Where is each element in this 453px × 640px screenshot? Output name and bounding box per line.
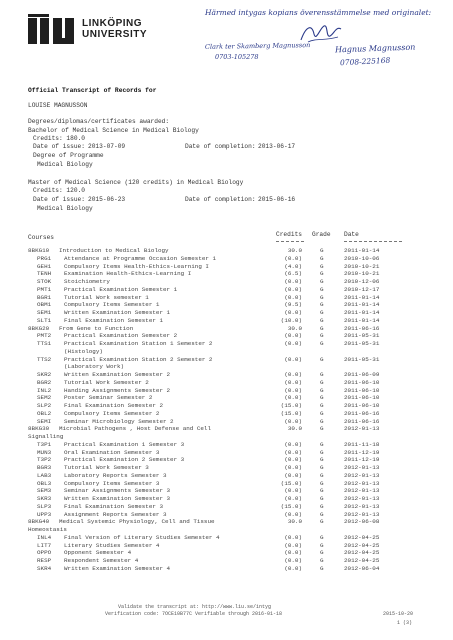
course-date: 2011-06-16	[344, 409, 380, 417]
course-name: Practical Examination Semester 2	[64, 332, 178, 340]
course-grade: G	[320, 510, 324, 518]
course-grade: G	[320, 278, 324, 285]
footer-date: 2015-10-20	[383, 611, 414, 617]
course-credits: (0.0)	[284, 332, 302, 340]
course-code: BGR3	[37, 464, 52, 471]
course-grade: G	[320, 262, 324, 270]
course-credits: (15.0)	[280, 479, 302, 487]
university-logo	[28, 14, 147, 44]
course-grade: G	[320, 386, 324, 394]
degree2-credits: Credits: 120.0	[33, 187, 85, 194]
degree1-issue-date: 2013-07-09	[88, 143, 126, 150]
course-name: Tutorial Work Semester 3	[64, 464, 149, 471]
course-code: OBM1	[37, 301, 52, 309]
col-header-courses: Courses	[28, 234, 54, 241]
course-credits: (6.5)	[284, 270, 302, 278]
course-name: Compulsory Items Health-Ethics-Learning I	[64, 262, 209, 270]
course-code: SEM1	[37, 309, 52, 316]
course-code: UPP3	[37, 510, 52, 518]
course-name: Assignment Reports Semester 3	[64, 510, 167, 518]
footer-verification: Verification code: 7OCE10B77C Verifiable through 2016-01-18	[105, 611, 283, 617]
stamp-name: Clark ter Skamberg Magnusson	[204, 41, 311, 51]
course-name: Final Examination Semester 2	[64, 402, 163, 409]
course-code: BGR2	[37, 378, 52, 386]
course-credits: (0.0)	[284, 541, 302, 549]
course-credits: (0.0)	[284, 355, 302, 363]
course-date: 2011-06-10	[344, 402, 380, 409]
course-credits: 30.0	[287, 518, 302, 526]
course-grade: G	[320, 471, 324, 479]
course-name: Respondent Semester 4	[64, 557, 139, 564]
course-grade: G	[320, 324, 324, 332]
course-name: Compulsory Items Semester 3	[64, 479, 160, 487]
course-credits: (0.0)	[284, 510, 302, 518]
course-name: Literary Studies Semester 4	[64, 541, 160, 549]
course-date: 2011-11-18	[344, 440, 380, 448]
course-code: RESP	[37, 557, 52, 564]
course-credits: (0.0)	[284, 293, 302, 301]
course-grade: G	[320, 448, 324, 456]
course-credits: (0.0)	[284, 378, 302, 386]
course-grade: G	[320, 479, 324, 487]
course-date: 2012-01-13	[344, 487, 380, 495]
course-credits: (0.0)	[284, 394, 302, 402]
course-credits: (9.5)	[284, 301, 302, 309]
credits-underline	[276, 241, 304, 242]
course-name: Microbial Pathogens , Host Defense and Cell	[59, 425, 212, 433]
course-grade: G	[320, 518, 324, 526]
course-credits: (0.0)	[284, 285, 302, 293]
course-date: 2011-06-10	[344, 386, 380, 394]
course-name: Poster Seminar Semester 2	[64, 394, 153, 402]
course-credits: (0.0)	[284, 533, 302, 541]
course-code: OBL2	[37, 409, 52, 417]
course-date: 2012-06-04	[344, 564, 380, 572]
course-name: Final Examination Semester 3	[64, 502, 163, 510]
course-grade: G	[320, 502, 324, 510]
degree1-completion-label: Date of completion:	[185, 143, 256, 150]
doc-title: Official Transcript of Records for	[28, 87, 157, 94]
course-code: SEM2	[37, 394, 52, 402]
course-code: T3P2	[37, 456, 52, 464]
course-code: MUN3	[37, 448, 52, 456]
course-credits: 30.0	[287, 425, 302, 433]
degree2-issue-label: Date of issue:	[33, 196, 85, 203]
course-name: Seminar Assignments Semester 3	[64, 487, 171, 495]
degree1-name: Bachelor of Medical Science in Medical Biology	[28, 127, 199, 134]
course-code: SKR4	[37, 564, 52, 572]
course-grade: G	[320, 293, 324, 301]
course-grade: G	[320, 301, 324, 309]
course-credits: (0.0)	[284, 464, 302, 471]
course-code: BGR1	[37, 293, 52, 301]
course-credits: 30.0	[287, 324, 302, 332]
course-date: 2011-06-16	[344, 417, 380, 425]
course-date: 2011-06-10	[344, 378, 380, 386]
course-date: 2012-01-13	[344, 495, 380, 502]
course-name: Written Examination Semester 2	[64, 371, 171, 378]
course-grade: G	[320, 355, 324, 363]
course-code: GEH1	[37, 262, 52, 270]
course-name: Seminar Microbiology Semester 2	[64, 417, 174, 425]
course-date: 2011-01-14	[344, 309, 380, 316]
course-grade: G	[320, 402, 324, 409]
degree1-prog-label: Degree of Programme	[33, 152, 104, 159]
degree1-issue-label: Date of issue:	[33, 143, 85, 150]
col-header-date: Date	[344, 231, 359, 238]
course-date: 2010-10-06	[344, 254, 380, 262]
course-date: 2010-12-17	[344, 285, 380, 293]
course-code: SEMI	[37, 417, 52, 425]
course-credits: (0.0)	[284, 309, 302, 316]
course-date: 2012-01-13	[344, 510, 380, 518]
course-code: LIT7	[37, 541, 52, 549]
course-name: Signalling	[28, 433, 64, 440]
course-code: SEM3	[37, 487, 52, 495]
course-credits: (0.0)	[284, 564, 302, 572]
course-grade: G	[320, 285, 324, 293]
course-date: 2011-12-19	[344, 456, 380, 464]
course-grade: G	[320, 533, 324, 541]
certification-note: Härmed intygas kopians överensstämmelse med originalet:	[205, 8, 432, 17]
course-date: 2011-06-16	[344, 324, 380, 332]
course-date: 2012-06-08	[344, 518, 380, 526]
course-credits: (4.0)	[284, 262, 302, 270]
course-grade: G	[320, 549, 324, 557]
course-date: 2011-05-31	[344, 355, 380, 363]
course-date: 2010-10-21	[344, 262, 380, 270]
stamp-phone: 0703-105278	[215, 53, 259, 61]
course-date: 2012-01-13	[344, 502, 380, 510]
course-credits: (0.0)	[284, 417, 302, 425]
course-credits: (0.0)	[284, 371, 302, 378]
course-code: 8BKG30	[28, 425, 50, 433]
course-name: Homeostasis	[28, 526, 67, 533]
course-name: Written Examination Semester 3	[64, 495, 171, 502]
course-grade: G	[320, 270, 324, 278]
degree1-credits: Credits: 180.0	[33, 135, 85, 142]
course-name: Practical Examination Station 2 Semester 2	[64, 355, 213, 363]
course-code: INL4	[37, 533, 52, 541]
course-credits: (0.0)	[284, 487, 302, 495]
degree2-issue-date: 2015-06-23	[88, 196, 126, 203]
course-grade: G	[320, 371, 324, 378]
course-credits: (15.0)	[280, 502, 302, 510]
course-date: 2011-06-10	[344, 394, 380, 402]
course-credits: (0.0)	[284, 456, 302, 464]
course-code: TTS1	[37, 340, 52, 347]
course-name: Introduction to Medical Biology	[59, 247, 169, 254]
degree1-prog: Medical Biology	[37, 161, 93, 168]
course-credits: 30.0	[287, 247, 302, 254]
course-date: 2012-04-25	[344, 557, 380, 564]
course-name: Tutorial Work semester 1	[64, 293, 149, 301]
course-grade: G	[320, 340, 324, 347]
course-grade: G	[320, 316, 324, 324]
course-date: 2012-01-13	[344, 464, 380, 471]
course-code: LAB3	[37, 471, 52, 479]
course-date: 2011-01-14	[344, 247, 380, 254]
course-name: Attendance at Programme Occasion Semester 1	[64, 254, 217, 262]
col-header-grade: Grade	[312, 231, 331, 238]
course-code: T3P1	[37, 440, 52, 448]
course-grade: G	[320, 409, 324, 417]
course-date: 2012-04-25	[344, 541, 380, 549]
signer-name: Hagnus Magnusson	[334, 42, 416, 55]
course-name: Practical Examination Semester 1	[64, 285, 178, 293]
course-grade: G	[320, 487, 324, 495]
course-credits: (0.0)	[284, 471, 302, 479]
course-grade: G	[320, 440, 324, 448]
course-name: Tutorial Work Semester 2	[64, 378, 149, 386]
course-name: Opponent Semester 4	[64, 549, 132, 557]
degree1-completion-date: 2013-06-17	[258, 143, 296, 150]
course-credits: (15.0)	[280, 409, 302, 417]
course-name: Final Version of Literary Studies Semester 4	[64, 533, 220, 541]
course-name: Medical Systemic Physiology, Cell and Tissue	[59, 518, 215, 526]
date-underline	[344, 241, 402, 242]
course-name: Examination Health-Ethics-Learning I	[64, 270, 192, 278]
course-credits: (0.0)	[284, 495, 302, 502]
course-credits: (0.0)	[284, 340, 302, 347]
course-code: 8BKG20	[28, 324, 50, 332]
course-grade: G	[320, 332, 324, 340]
course-name: Oral Examination Semester 3	[64, 448, 160, 456]
course-date: 2010-12-06	[344, 278, 380, 285]
course-name: Compulsory Items Semester 1	[64, 301, 160, 309]
liu-logo-mark	[28, 14, 78, 44]
course-name: Practical Examination 1 Semester 3	[64, 440, 185, 448]
course-code: SLP3	[37, 502, 52, 510]
course-date: 2011-01-14	[344, 301, 380, 309]
course-credits: (0.0)	[284, 278, 302, 285]
course-date: 2011-01-14	[344, 316, 380, 324]
course-name: Practical Examination Station 1 Semester 2	[64, 340, 213, 347]
signer-phone: 0708-225168	[339, 55, 391, 68]
course-code: PMT2	[37, 332, 52, 340]
logo-line2: UNIVERSITY	[82, 28, 148, 40]
course-code: SLT1	[37, 316, 52, 324]
course-date: 2010-10-21	[344, 270, 380, 278]
course-date: 2011-05-31	[344, 340, 380, 347]
course-credits: (0.0)	[284, 448, 302, 456]
degree2-name: Master of Medical Science (120 credits) in Medical Biology	[28, 179, 244, 186]
student-name: LOUISE MAGNUSSON	[28, 102, 88, 109]
course-name: (Histology)	[64, 347, 103, 355]
course-date: 2011-12-19	[344, 448, 380, 456]
course-code: PRG1	[37, 254, 52, 262]
course-credits: (15.0)	[280, 402, 302, 409]
course-grade: G	[320, 254, 324, 262]
degrees-heading: Degrees/diplomas/certificates awarded:	[28, 118, 170, 125]
course-grade: G	[320, 495, 324, 502]
course-grade: G	[320, 557, 324, 564]
course-grade: G	[320, 464, 324, 471]
course-credits: (0.0)	[284, 254, 302, 262]
course-code: OPPO	[37, 549, 52, 557]
course-grade: G	[320, 378, 324, 386]
course-code: SKR3	[37, 495, 52, 502]
course-grade: G	[320, 394, 324, 402]
course-name: Compulsory Items Semester 2	[64, 409, 160, 417]
course-credits: (10.0)	[280, 316, 302, 324]
course-name: Handing Assignments Semester 2	[64, 386, 171, 394]
course-grade: G	[320, 564, 324, 572]
course-credits: (0.0)	[284, 386, 302, 394]
course-name: Written Examination Semester 1	[64, 309, 171, 316]
course-grade: G	[320, 456, 324, 464]
course-grade: G	[320, 417, 324, 425]
course-code: SLP2	[37, 402, 52, 409]
course-code: TENH	[37, 270, 52, 278]
course-date: 2012-01-13	[344, 479, 380, 487]
course-date: 2012-04-25	[344, 549, 380, 557]
degree2-completion-date: 2015-06-16	[258, 196, 296, 203]
footer-validate: Validate the transcript at: http://www.liu.se/intyg	[118, 604, 272, 610]
course-grade: G	[320, 541, 324, 549]
course-date: 2011-01-14	[344, 293, 380, 301]
course-date: 2012-04-25	[344, 533, 380, 541]
course-code: TTS2	[37, 355, 52, 363]
course-credits: (0.0)	[284, 557, 302, 564]
course-date: 2012-01-13	[344, 425, 380, 433]
degree2-prog: Medical Biology	[37, 205, 93, 212]
course-grade: G	[320, 247, 324, 254]
degree2-completion-label: Date of completion:	[185, 196, 256, 203]
col-header-credits: Credits	[276, 231, 302, 238]
logo-line1: LINKÖPING	[82, 17, 143, 29]
course-name: Practical Examination 2 Semester 3	[64, 456, 185, 464]
course-credits: (0.0)	[284, 440, 302, 448]
course-grade: G	[320, 425, 324, 433]
course-code: 8BKG40	[28, 518, 50, 526]
course-code: INL2	[37, 386, 52, 394]
course-name: Stoichiometry	[64, 278, 110, 285]
course-name: From Gene to Function	[59, 324, 134, 332]
course-credits: (0.0)	[284, 549, 302, 557]
course-name: Final Examination Semester 1	[64, 316, 163, 324]
course-code: SKR2	[37, 371, 52, 378]
course-date: 2012-01-13	[344, 471, 380, 479]
course-grade: G	[320, 309, 324, 316]
course-date: 2011-06-09	[344, 371, 380, 378]
course-name: (Laboratory Work)	[64, 363, 125, 371]
course-code: STOK	[37, 278, 52, 285]
course-code: 8BKG10	[28, 247, 50, 254]
course-code: PMT1	[37, 285, 52, 293]
course-code: OBL3	[37, 479, 52, 487]
module-row	[0, 566, 453, 574]
course-name: Written Examination Semester 4	[64, 564, 171, 572]
page-number: 1 (3)	[397, 620, 413, 626]
course-name: Laboratory Reports Semester 3	[64, 471, 167, 479]
course-date: 2011-05-31	[344, 332, 380, 340]
